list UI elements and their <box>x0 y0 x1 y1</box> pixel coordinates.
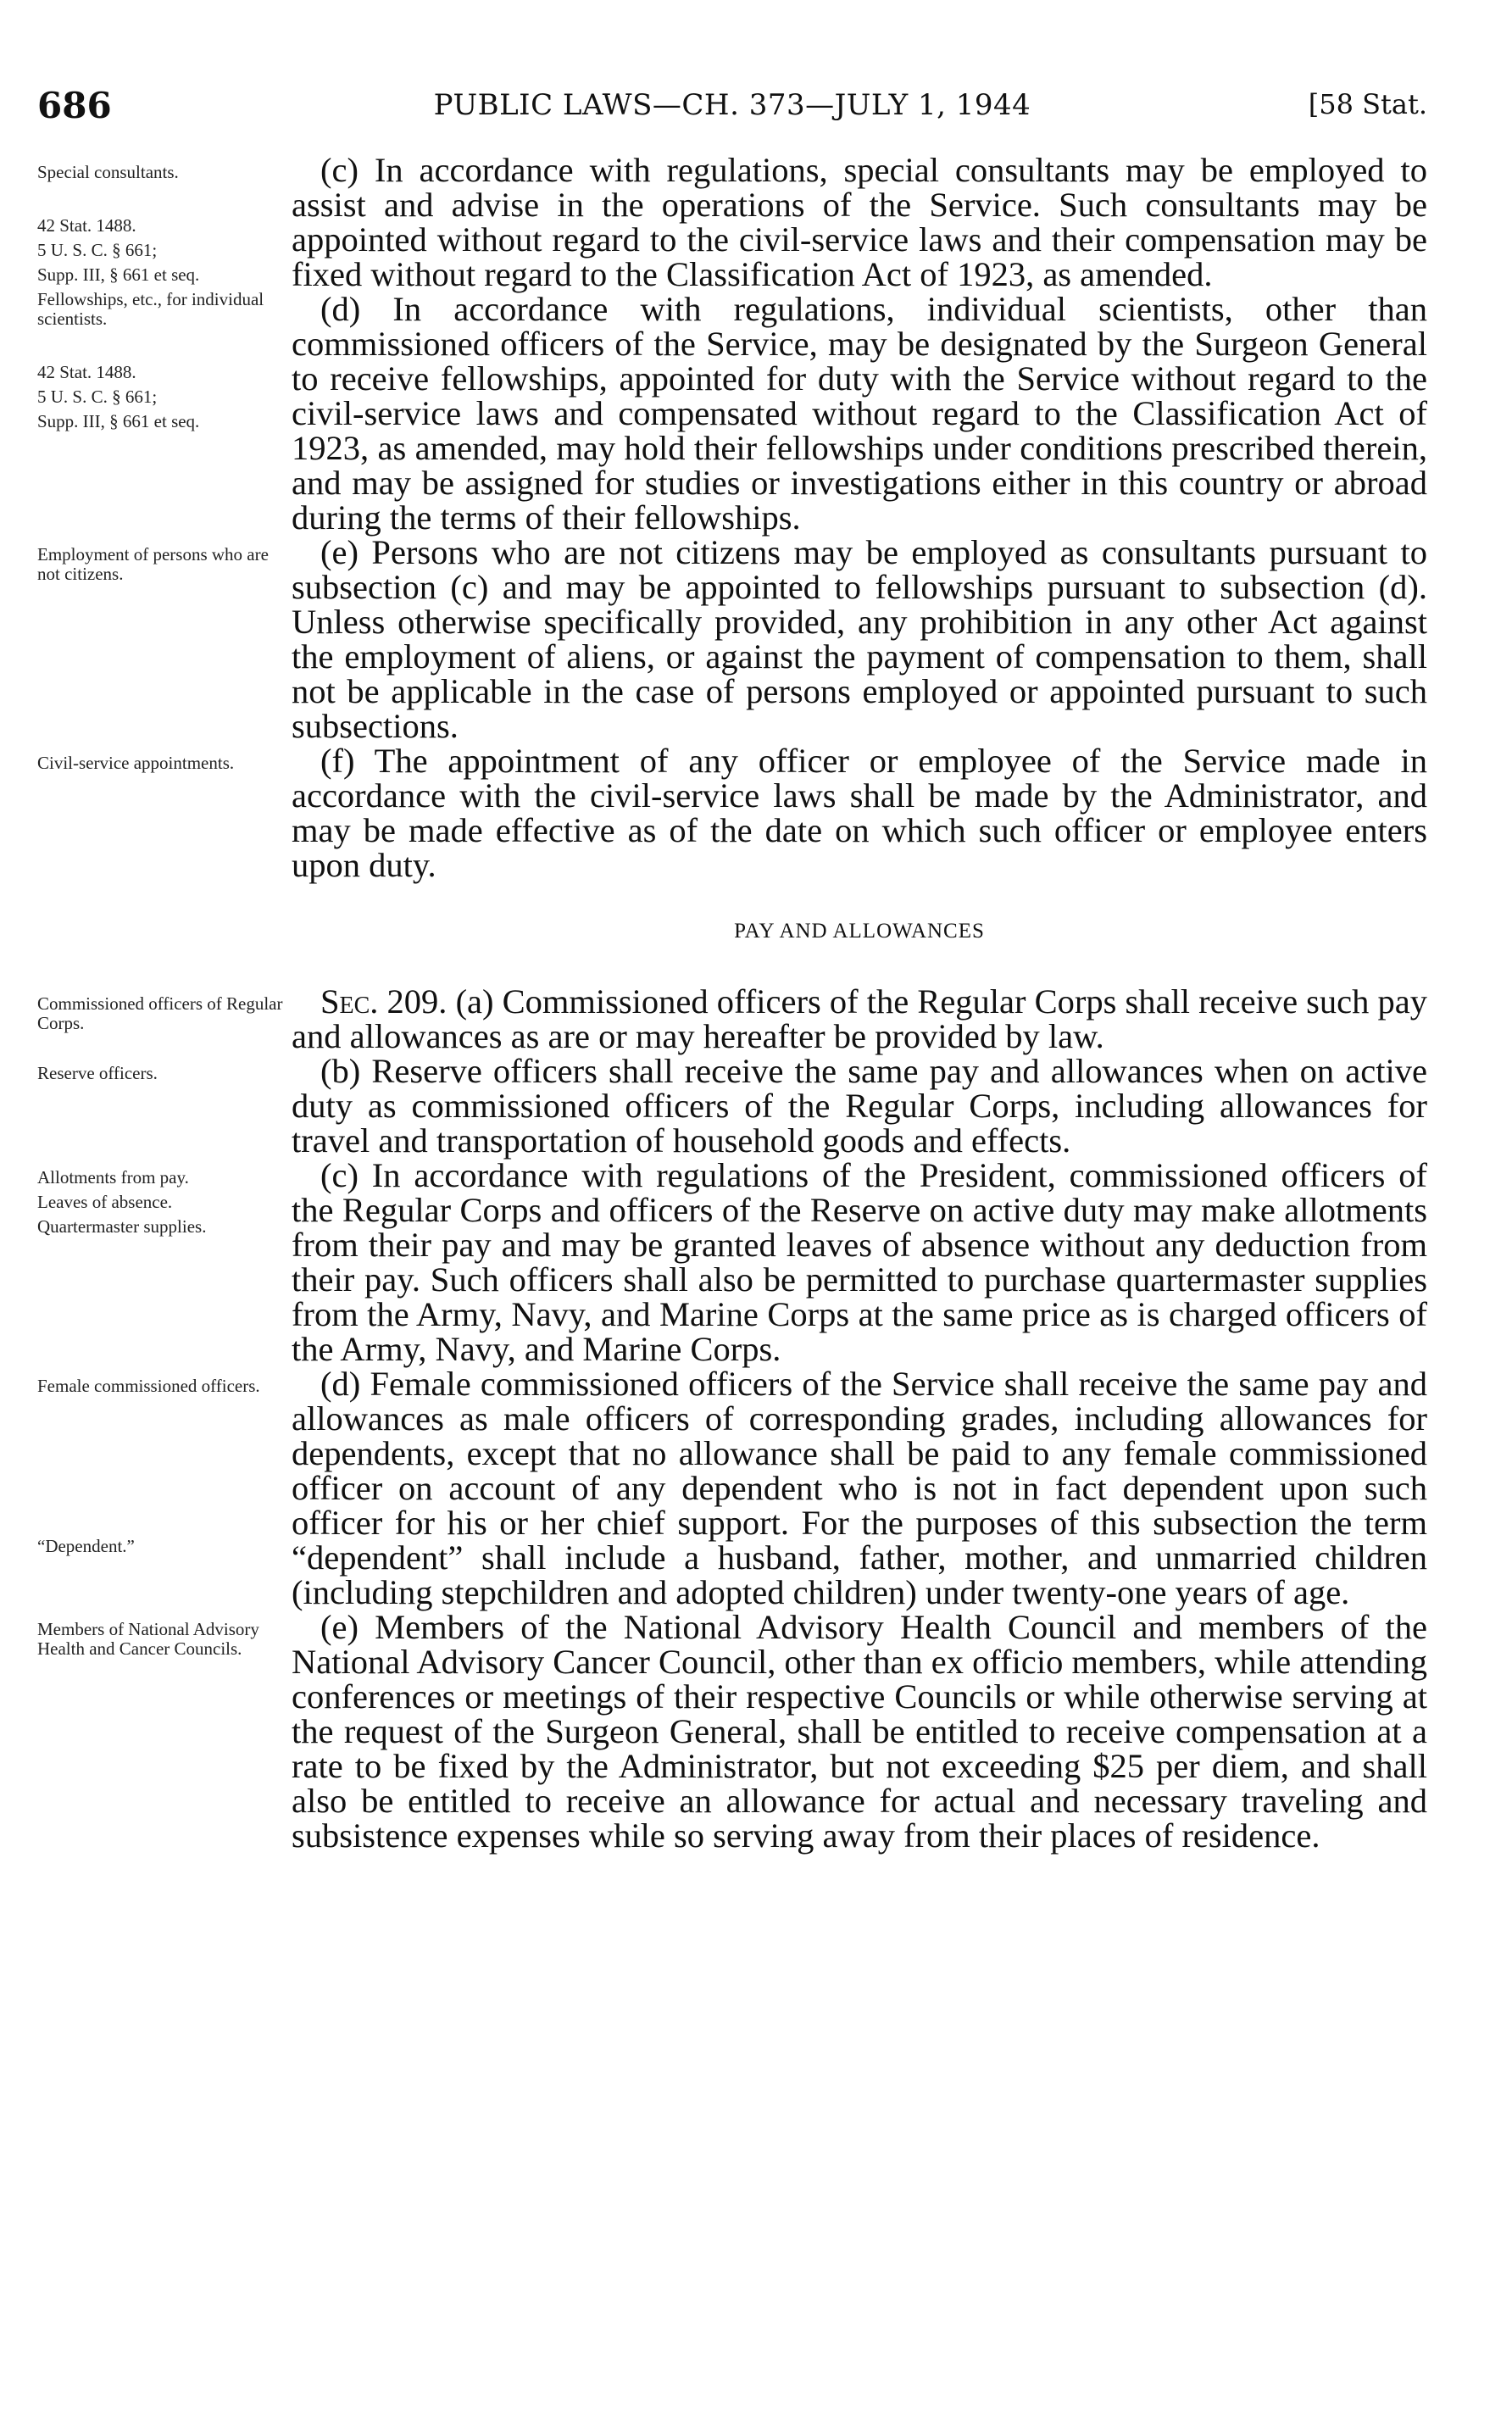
paragraph-209-a-text: (a) Commissioned officers of the Regular Corps shall receive such pay and allowances as are or may hereafter be provided by law. <box>292 982 1428 1055</box>
page-number: 686 <box>37 85 112 126</box>
note-stat-ref: 42 Stat. 1488. <box>37 362 136 382</box>
note-usc-ref: 5 U. S. C. § 661; <box>37 387 158 407</box>
paragraph-c: (c) In accordance with regulations, special consultants may be employed to assist and advise in the operations of the Service. Such consultants may be appointed without regard to the civil-service laws and their compensation may be fixed without regard to the Classification Act of 1923, as amended. <box>292 151 1427 293</box>
margin-notes <box>37 1158 292 1366</box>
note-civil-service: Civil-service appointments. <box>37 753 235 773</box>
note-dependent: “Dependent.” <box>37 1536 135 1556</box>
note-leaves: Leaves of absence. <box>37 1192 173 1212</box>
section-block-209d <box>37 1366 1427 1610</box>
paragraph-209-d: (d) Female commissioned officers of the Service shall receive the same pay and allowances as male officers of corresponding grades, including allowances for dependents, except that no allowance shall be paid to any female commissioned officer on account of any dependent who is not in fact dependent upon such officer for his or her chief support. For the purposes of this subsection the term “dependent” shall include a husband, father, mother, and unmarried children (including stepchildren and adopted children) under twenty-one years of age. <box>292 1365 1427 1611</box>
section-label: Sec. 209. <box>320 982 447 1021</box>
section-block-e <box>37 535 1427 743</box>
margin-notes <box>37 743 292 882</box>
paragraph-209-e: (e) Members of the National Advisory Health Council and members of the National Advisory Cancer Council, other than ex officio members, while attending conferences or meetings of their respective Councils or while otherwise serving at the request of the Surgeon General, shall be entitled to receive compensation at a rate to be fixed by the Administrator, but not exceeding $25 per diem, and shall also be entitled to receive an allowance for actual and necessary traveling and subsistence expenses while so serving away from their places of residence. <box>292 1608 1427 1855</box>
paragraph-e: (e) Persons who are not citizens may be employed as consultants pursuant to subsection (c) and may be appointed to fellowships pursuant to subsection (d). Unless otherwise specifically provided, any prohibition in any other Act against the employment of aliens, or against the payment of compensation to them, shall not be applicable in the case of persons employed or appointed pursuant to such subsections. <box>292 533 1427 745</box>
paragraph-209-c: (c) In accordance with regulations of the President, commissioned officers of the Regular Corps and officers of the Reserve on active duty may make allotments from their pay and may be granted leaves of absence without any deduction from their pay. Such officers shall also be permitted to purchase quartermaster supplies from the Army, Navy, and Marine Corps at the same price as is charged officers of the Army, Navy, and Marine Corps. <box>292 1156 1427 1368</box>
margin-notes <box>37 984 292 1054</box>
margin-notes <box>37 1054 292 1158</box>
margin-notes <box>37 1610 292 1853</box>
section-block-209e <box>37 1610 1427 1853</box>
section-block-209c <box>37 1158 1427 1366</box>
section-block-209a <box>37 984 1427 1054</box>
margin-notes <box>37 1366 292 1610</box>
note-councils: Members of National Advisory Health and Cancer Councils. <box>37 1619 259 1659</box>
running-title: PUBLIC LAWS—CH. 373—JULY 1, 1944 <box>433 88 1031 122</box>
note-supp-ref: Supp. III, § 661 et seq. <box>37 411 200 431</box>
note-stat-ref: 42 Stat. 1488. <box>37 215 136 236</box>
section-heading: PAY AND ALLOWANCES <box>734 920 985 943</box>
section-block-c-d <box>37 153 1427 535</box>
note-commissioned-regular: Commissioned officers of Regular Corps. <box>37 993 283 1033</box>
note-special-consultants: Special consultants. <box>37 162 179 182</box>
body-text <box>292 153 1427 535</box>
margin-notes <box>37 535 292 743</box>
paragraph-209-b: (b) Reserve officers shall receive the same pay and allowances when on active duty as commissioned officers of the Regular Corps, including allowances for travel and transportation of household goods and effects. <box>292 1052 1427 1160</box>
margin-notes <box>37 153 292 535</box>
note-allotments: Allotments from pay. <box>37 1167 189 1188</box>
note-quartermaster: Quartermaster supplies. <box>37 1216 207 1237</box>
note-noncitizens: Employment of persons who are not citizens. <box>37 544 269 584</box>
section-block-f <box>37 743 1427 882</box>
note-reserve-officers: Reserve officers. <box>37 1063 158 1083</box>
section-block-209b <box>37 1054 1427 1158</box>
note-fellowships: Fellowships, etc., for individual scientists. <box>37 289 264 329</box>
note-female-officers: Female commissioned officers. <box>37 1376 260 1396</box>
page-body <box>37 153 1427 1853</box>
note-usc-ref: 5 U. S. C. § 661; <box>37 240 158 260</box>
page-header <box>37 85 1427 136</box>
paragraph-f: (f) The appointment of any officer or employee of the Service made in accordance with the civil-service laws shall be made by the Administrator, and may be made effective as of the date on which such officer or employee enters upon duty. <box>292 742 1427 884</box>
paragraph-209-a <box>292 984 1427 1054</box>
paragraph-d: (d) In accordance with regulations, individual scientists, other than commissioned officers of the Service, may be designated by the Surgeon General to receive fellowships, appointed for duty with the Service without regard to the civil-service laws and compensated without regard to the Classification Act of 1923, as amended, may hold their fellowships under conditions prescribed therein, and may be assigned for studies or investigations either in this country or abroad during the terms of their fellowships. <box>292 290 1427 537</box>
note-supp-ref: Supp. III, § 661 et seq. <box>37 264 200 285</box>
volume-reference: [58 Stat. <box>1308 88 1427 120</box>
